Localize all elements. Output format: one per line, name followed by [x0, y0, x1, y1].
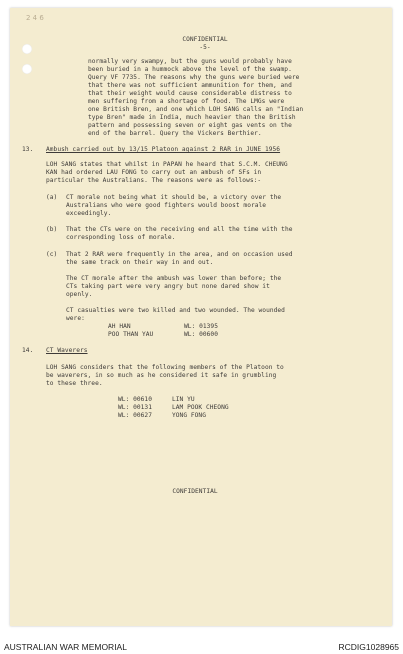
- wounded-ref: WL: 01395: [184, 323, 218, 330]
- page-number: -5-: [199, 44, 211, 51]
- wounded-name: AH HAN: [108, 323, 131, 330]
- text-line: that their weight would cause considerable distress to: [88, 90, 292, 97]
- waverer-name: LIN YU: [172, 396, 195, 403]
- text-line: CT morale not being what it should be, a victory over the: [66, 194, 282, 201]
- text-line: corresponding loss of morale.: [66, 234, 176, 241]
- text-line: been buried in a hummock above the level of the swamp.: [88, 66, 292, 73]
- waverer-ref: WL: 00627: [118, 412, 152, 419]
- text-line: LOH SANG states that whilst in PAPAN he heard that S.C.M. CHEUNG: [46, 161, 288, 168]
- text-line: type Bren" made in India, much heavier than the British: [88, 114, 296, 121]
- text-line: CT casualties were two killed and two wounded. The wounded: [66, 307, 285, 314]
- section-heading: CT Waverers: [46, 347, 88, 354]
- waverer-name: LAM POOK CHEONG: [172, 404, 229, 411]
- text-line: KAN had ordered LAU FONG to carry out an ambush of SFs in: [46, 169, 262, 176]
- text-line: to these three.: [46, 380, 103, 387]
- text-line: The CT morale after the ambush was lower than before; the: [66, 275, 282, 282]
- item-label: (b): [46, 226, 58, 233]
- text-line: particular the Australians. The reasons were as follows:-: [46, 177, 262, 184]
- archive-source: AUSTRALIAN WAR MEMORIAL: [4, 642, 127, 652]
- text-line: men suffering from a shortage of food. The LMGs were: [88, 98, 285, 105]
- waverer-name: YONG FONG: [172, 412, 206, 419]
- item-label: (a): [46, 194, 58, 201]
- text-line: pattern and possessing seven or eight gas vents on the: [88, 122, 292, 129]
- wounded-ref: WL: 00600: [184, 331, 218, 338]
- archive-reference: RCDIG1028965: [338, 642, 399, 652]
- text-line: be waverers, in so much as he considered it safe in grumbling: [46, 372, 277, 379]
- text-line: one British Bren, and one which LOH SANG calls an "Indian: [88, 106, 304, 113]
- wounded-name: POO THAN YAU: [108, 331, 154, 338]
- text-line: LOH SANG considers that the following members of the Platoon to: [46, 364, 284, 371]
- punch-hole: [22, 64, 32, 74]
- text-line: were:: [66, 315, 85, 322]
- text-line: exceedingly.: [66, 210, 112, 217]
- text-line: CTs taking part were very angry but none dared show it: [66, 283, 270, 290]
- archive-footer: [0, 640, 403, 654]
- section-number: 14.: [22, 347, 34, 354]
- text-line: That the CTs were on the receiving end all the time with the: [66, 226, 293, 233]
- text-line: Australians who were good fighters would boost morale: [66, 202, 267, 209]
- waverer-ref: WL: 00610: [118, 396, 152, 403]
- text-line: Query VF 7735. The reasons why the guns were buried were: [88, 74, 300, 81]
- text-line: normally very swampy, but the guns would probably have: [88, 58, 292, 65]
- section-heading: Ambush carried out by 13/15 Platoon against 2 RAR in JUNE 1956: [46, 146, 281, 153]
- text-line: end of the barrel. Query the Vickers Berthier.: [88, 130, 262, 137]
- text-line: the same track on their way in and out.: [66, 259, 214, 266]
- classification-header: CONFIDENTIAL: [182, 36, 228, 43]
- punch-hole: [22, 44, 32, 54]
- text-line: That 2 RAR were frequently in the area, and on occasion used: [66, 251, 293, 258]
- classification-footer: CONFIDENTIAL: [172, 488, 218, 495]
- item-label: (c): [46, 251, 58, 258]
- section-number: 13.: [22, 146, 34, 153]
- waverer-ref: WL: 00131: [118, 404, 152, 411]
- corner-annotation: 2 4 6: [26, 14, 44, 22]
- text-line: openly.: [66, 291, 93, 298]
- text-line: that there was not sufficient ammunition for them, and: [88, 82, 292, 89]
